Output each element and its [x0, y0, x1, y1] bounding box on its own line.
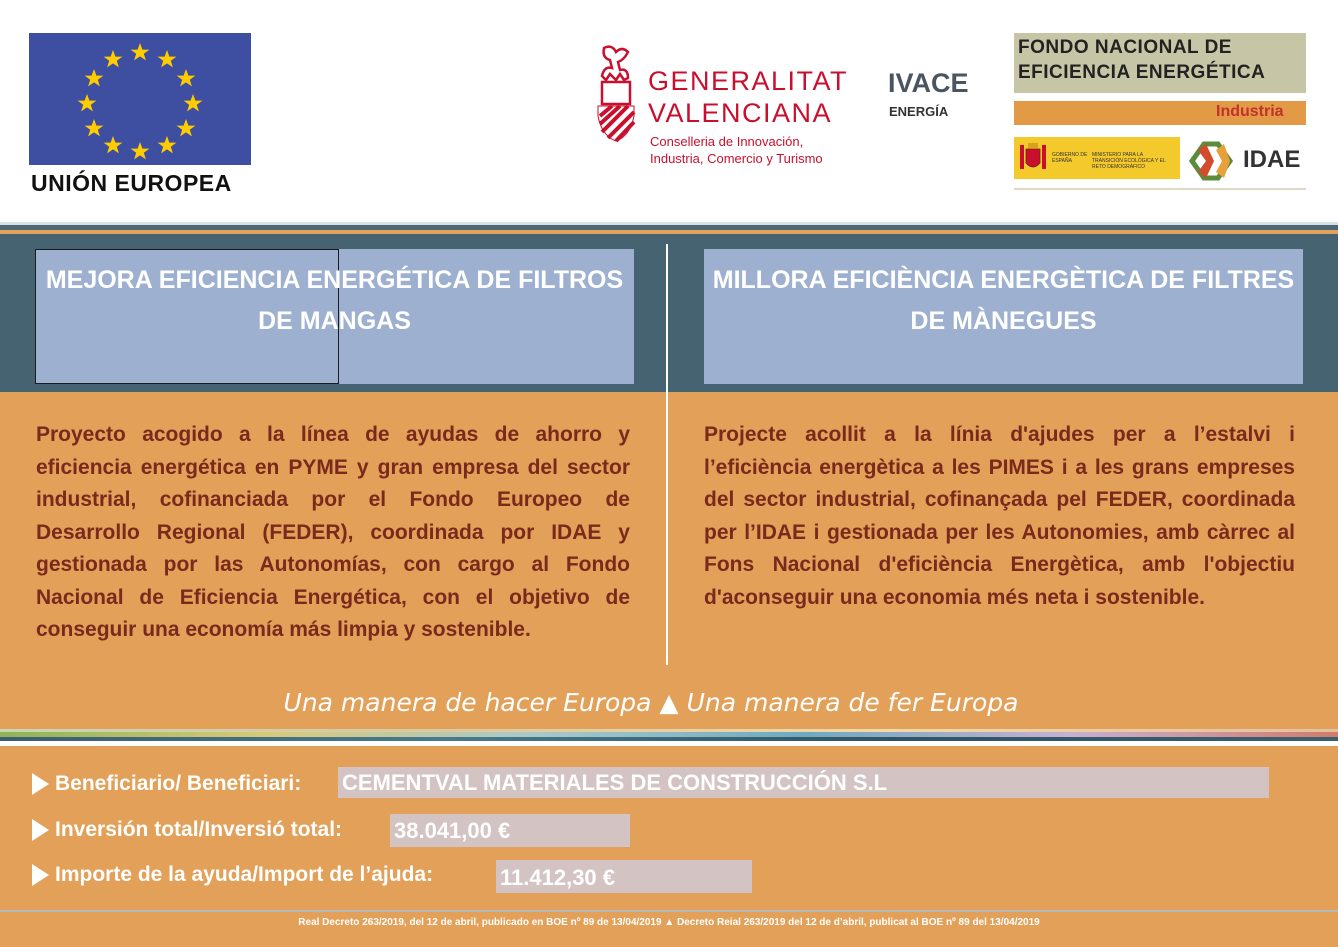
description-es: Proyecto acogido a la línea de ayudas de ahorro y eficiencia energética en PYME y gran empresa del sector industrial, cofinanciada por el Fondo Europeo de Desarrollo Regional (FEDER), coordinada por IDAE y gestionada por las Autonomías, con cargo al Fondo Nacional de Eficiencia Energética, con el objetivo de conseguir una economía más limpia y sostenible. [36, 423, 630, 641]
description-ca: Projecte acollit a la línia d'ajudes per a l’estalvi i l’eficiència energètica a les PIMES i a les grans empreses del sector industrial, cofinançada pel FEDER, coordinada per l’IDAE i gestionada per les Autonomies, amb càrrec al Fons Nacional d'eficiència Energètica, amb l'objectiu d'aconseguir una economia més neta i sostenible. [704, 423, 1295, 609]
beneficiario-label: Beneficiario/ Beneficiari: [55, 772, 302, 795]
fnee-title-line1: FONDO NACIONAL DE [1018, 37, 1232, 58]
column-divider [666, 244, 668, 665]
eu-flag-icon [29, 33, 251, 165]
ivace-subtitle: ENERGÍA [889, 104, 949, 119]
generalitat-emblem-icon [594, 44, 638, 142]
project-title-ca: MILLORA EFICIÈNCIA ENERGÈTICA DE FILTRES DE MÀNEGUES [712, 266, 1295, 335]
play-arrow-icon [32, 864, 49, 886]
ministerio-text: MINISTERIO PARA LA TRANSICIÓN ECOLÓGICA Y EL RETO DEMOGRÁFICO [1092, 152, 1166, 170]
inversion-value: 38.041,00 € [394, 818, 511, 843]
ayuda-value: 11.412,30 € [500, 865, 616, 890]
play-arrow-icon [32, 819, 49, 841]
ivace-logo: IVACE [888, 68, 969, 98]
footer-divider [0, 910, 1338, 912]
spain-coat-of-arms-icon [1018, 141, 1048, 175]
fnee-title-line2: EFICIENCIA ENERGÉTICA [1018, 62, 1266, 83]
logo-divider [1014, 188, 1306, 190]
slogan: Una manera de hacer Europa ▲ Una manera de fer Europa [283, 688, 1019, 717]
gobierno-text: GOBIERNO DE ESPAÑA [1052, 152, 1088, 164]
ayuda-label: Importe de la ayuda/Import de l’ajuda: [55, 863, 434, 886]
inversion-label: Inversión total/Inversió total: [55, 818, 343, 841]
idae-logo-text: IDAE [1243, 146, 1301, 173]
generalitat-name-line1: GENERALITAT [648, 66, 849, 96]
generalitat-department-line2: Industria, Comercio y Turismo [650, 151, 823, 166]
project-title-es: MEJORA EFICIENCIA ENERGÉTICA DE FILTROS DE MANGAS [45, 266, 624, 335]
play-arrow-icon [32, 773, 49, 795]
eu-label: UNIÓN EUROPEA [31, 170, 232, 196]
beneficiario-value: CEMENTVAL MATERIALES DE CONSTRUCCIÓN S.L [342, 770, 888, 795]
fnee-sector-label: Industria [1216, 103, 1284, 120]
legal-footer: Real Decreto 263/2019, del 12 de abril, publicado en BOE nº 89 de 13/04/2019 ▲ Decreto Reial 263/2019 del 12 de d’abril, publicat al BOE nº 89 del 13/04/2019 [298, 917, 1040, 928]
generalitat-department-line1: Conselleria de Innovación, [650, 134, 804, 149]
generalitat-name-line2: VALENCIANA [648, 98, 833, 128]
idae-logo-icon [1184, 140, 1238, 182]
